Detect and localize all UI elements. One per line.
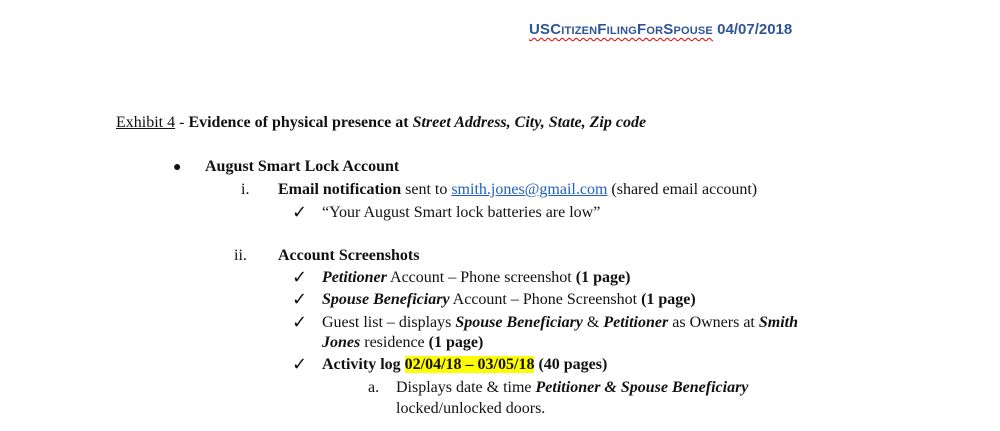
check-petitioner [322,268,630,288]
sub-item-letter: a. [368,379,380,396]
exhibit-separator: - [175,114,189,131]
check-icon: ✓ [292,202,308,223]
guest-amp: & [582,314,604,331]
check-icon: ✓ [292,354,308,375]
sub-item-line-1 [396,378,748,398]
guest-pages: (1 page) [428,334,484,351]
exhibit-heading [116,113,646,133]
activity-pages: (40 pages) [534,356,608,373]
guest-text-2: as Owners at [668,314,759,331]
spouse-desc: Account – Phone Screenshot [449,291,642,308]
spouse-text: Spouse Beneficiary [322,291,450,308]
check-icon: ✓ [292,267,308,288]
guest-smith: Smith [758,314,799,331]
guest-petitioner: Petitioner [603,314,669,331]
petitioner-text: Petitioner [322,269,387,286]
exhibit-title: Evidence of physical presence at [188,114,413,131]
check-guest-list-cont [322,333,483,353]
header-date: 04/07/2018 [717,21,793,38]
bullet-icon: ● [173,160,182,175]
sub-item-line-2: locked/unlocked doors. [396,400,546,417]
petitioner-desc: Account – Phone screenshot [386,269,576,286]
check-icon: ✓ [292,312,308,333]
activity-label: Activity log [322,356,405,373]
document-header [529,21,792,38]
exhibit-address: Street Address, City, State, Zip code [412,114,647,131]
check-guest-list [322,313,798,333]
guest-jones: Jones [322,334,361,351]
guest-spouse: Spouse Beneficiary [455,314,583,331]
petitioner-pages: (1 page) [575,269,631,286]
guest-residence: residence [360,334,429,351]
spouse-pages: (1 page) [641,291,696,308]
sub-parties: Petitioner & Spouse Beneficiary [535,379,749,396]
account-screenshots-label: Account Screenshots [278,247,420,264]
exhibit-label: Exhibit 4 [116,114,176,131]
guest-text-1: Guest list – displays [322,314,456,331]
item-numeral-ii: ii. [234,247,247,264]
check-spouse [322,290,696,310]
item-numeral-i: i. [241,181,250,198]
email-notification-label: Email notification [278,181,402,198]
email-link[interactable]: smith.jones@gmail.com [451,181,608,198]
email-text-1: sent to [401,181,452,198]
check-icon: ✓ [292,289,308,310]
check-activity-log [322,355,607,375]
email-text-2: (shared email account) [607,181,758,198]
section-title: August Smart Lock Account [205,158,400,175]
quote-text: “Your August Smart lock batteries are low” [322,204,601,221]
sub-text-1: Displays date & time [396,379,536,396]
activity-dates: 02/04/18 – 03/05/18 [404,356,535,373]
header-tag: USCitizenFilingForSpouse [529,21,713,38]
email-notification-line [278,180,757,200]
